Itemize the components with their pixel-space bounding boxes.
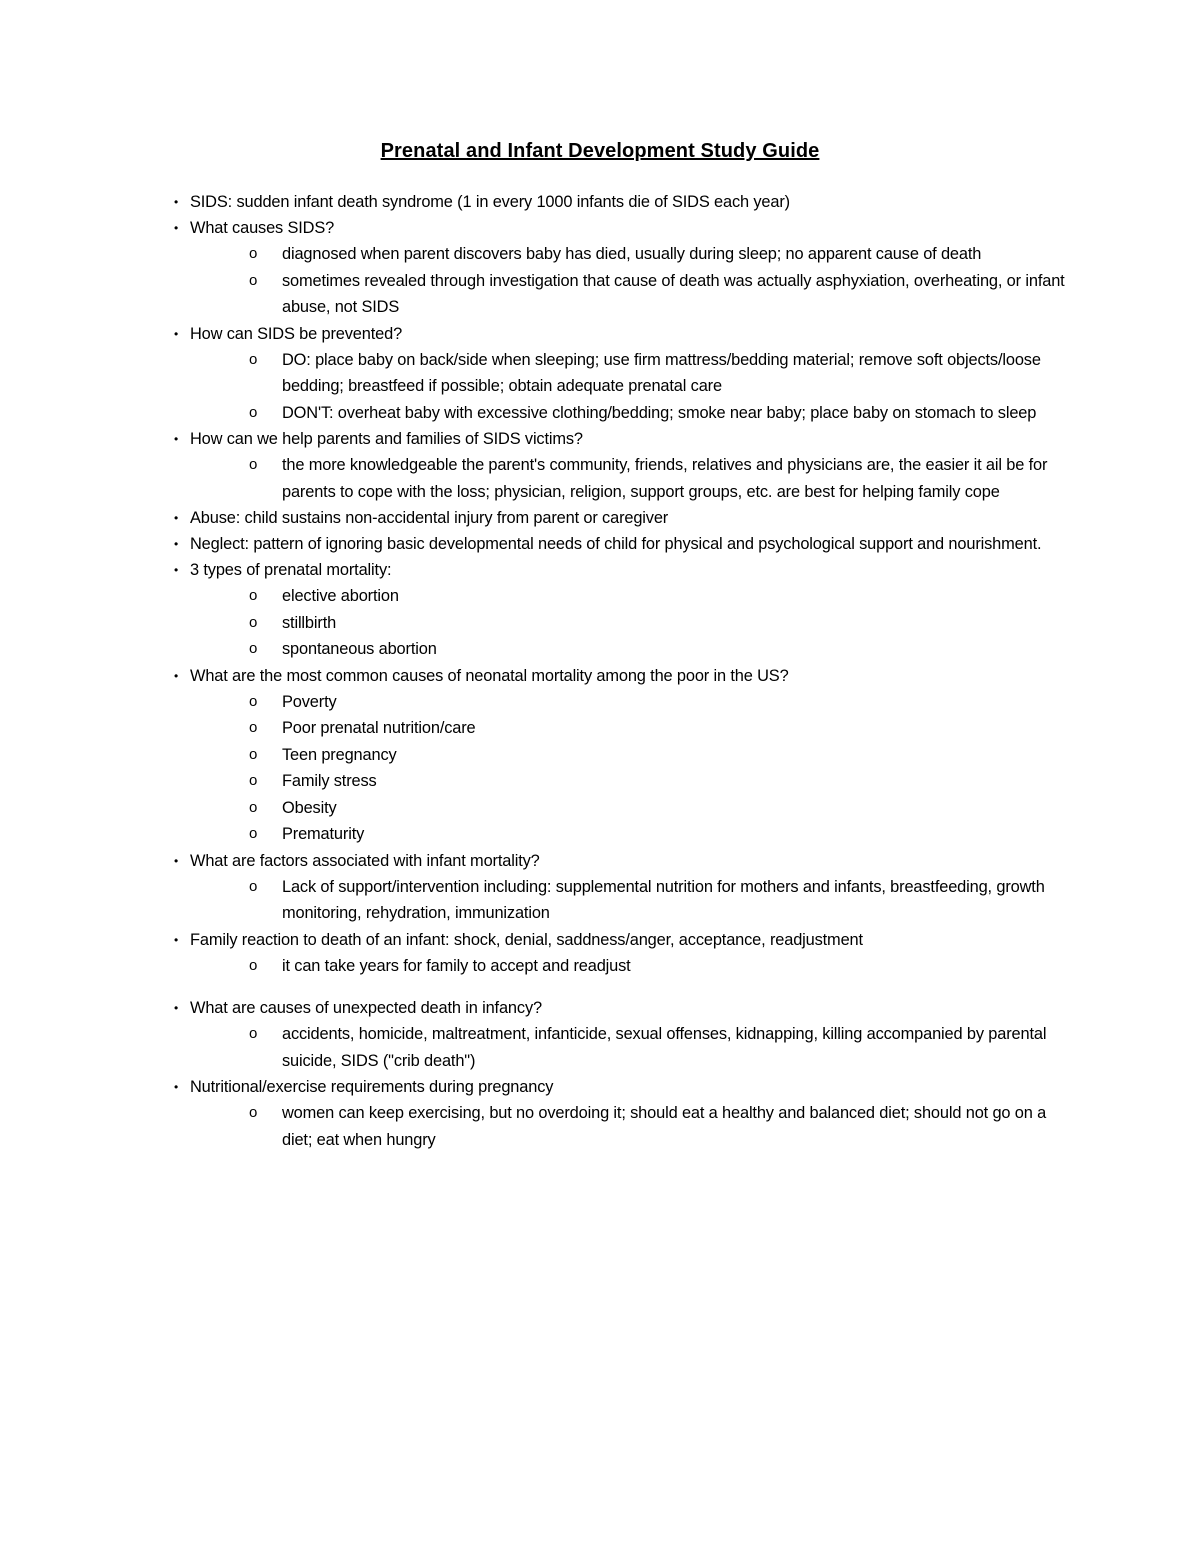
circle-bullet-icon: o	[249, 456, 258, 473]
circle-bullet-icon: o	[249, 587, 258, 604]
circle-bullet-icon: o	[249, 772, 258, 789]
list-item-text: What are factors associated with infant mortality?	[190, 851, 540, 870]
sub-list-item	[172, 347, 1072, 400]
bullet-icon: •	[174, 432, 179, 446]
sub-list-item-text: Prematurity	[282, 825, 365, 843]
list-item-text: Neglect: pattern of ignoring basic developmental needs of child for physical and psychological support and nourishment.	[190, 535, 1042, 553]
sub-list-item	[172, 610, 1072, 637]
bullet-icon: •	[174, 537, 179, 551]
sub-list	[172, 1100, 1072, 1153]
list-item-text: Nutritional/exercise requirements during pregnancy	[190, 1078, 554, 1096]
bullet-icon: •	[174, 195, 179, 209]
sub-list-item-text: sometimes revealed through investigation that cause of death was actually asphyxiation, overheating, or infant abuse, not SIDS	[282, 271, 1065, 316]
circle-bullet-icon: o	[249, 825, 258, 842]
sub-list-item-text: stillbirth	[282, 613, 337, 632]
bullet-icon: •	[174, 511, 179, 525]
circle-bullet-icon: o	[249, 798, 258, 816]
list-item	[172, 426, 1072, 452]
list-item	[172, 531, 1072, 557]
sub-list-item	[172, 452, 1072, 505]
sub-list	[172, 874, 1072, 927]
sub-list	[172, 452, 1072, 505]
list-item-text: Family reaction to death of an infant: shock, denial, saddness/anger, acceptance, readjustment	[190, 930, 863, 949]
sub-list	[172, 1021, 1072, 1074]
sub-list-item-text: Teen pregnancy	[282, 745, 397, 764]
sub-list-item	[172, 768, 1072, 795]
circle-bullet-icon: o	[249, 1025, 258, 1042]
list-item	[172, 927, 1072, 953]
circle-bullet-icon: o	[249, 640, 258, 657]
list-item	[172, 663, 1072, 689]
sub-list-item	[172, 715, 1072, 742]
list-item	[172, 557, 1072, 583]
sub-list-item-text: DON'T: overheat baby with excessive clothing/bedding; smoke near baby; place baby on stomach to sleep	[282, 403, 1037, 422]
list-item	[172, 321, 1072, 347]
circle-bullet-icon: o	[249, 245, 258, 262]
bullet-icon: •	[174, 1080, 179, 1094]
circle-bullet-icon: o	[249, 745, 258, 763]
list-item	[172, 995, 1072, 1021]
list-item	[172, 1074, 1072, 1100]
sub-list-item-text: women can keep exercising, but no overdoing it; should eat a healthy and balanced diet; should not go on a diet; eat when hungry	[282, 1104, 1047, 1149]
sub-list-item	[172, 821, 1072, 848]
list-item-text: What are the most common causes of neonatal mortality among the poor in the US?	[190, 666, 789, 685]
sub-list	[172, 241, 1072, 321]
sub-list-item-text: DO: place baby on back/side when sleeping; use firm mattress/bedding material; remove soft objects/loose bedding; breastfeed if possible; obtain adequate prenatal care	[282, 350, 1041, 395]
list-item	[172, 189, 1072, 215]
sub-list-item	[172, 583, 1072, 610]
bullet-icon: •	[174, 326, 179, 341]
sub-list-item	[172, 953, 1072, 980]
circle-bullet-icon: o	[249, 719, 258, 736]
sub-list-item-text: Lack of support/intervention including: supplemental nutrition for mothers and infants, breastfeeding, growth monitoring, rehydration, immunization	[282, 877, 1045, 922]
circle-bullet-icon: o	[249, 403, 258, 421]
bullet-icon: •	[174, 1001, 179, 1015]
bullet-icon: •	[174, 932, 179, 947]
sub-list	[172, 583, 1072, 663]
sub-list-item	[172, 636, 1072, 663]
page-title: Prenatal and Infant Development Study Guide	[380, 140, 820, 162]
list-item-text: Abuse: child sustains non-accidental injury from parent or caregiver	[190, 509, 669, 527]
list-item-text: What causes SIDS?	[190, 219, 335, 237]
list-item-text: 3 types of prenatal mortality:	[190, 561, 392, 579]
sub-list-item-text: Poverty	[282, 692, 337, 711]
sub-list-item-text: it can take years for family to accept and readjust	[282, 956, 631, 975]
list-item	[172, 848, 1072, 874]
sub-list-item	[172, 400, 1072, 427]
sub-list-item	[172, 874, 1072, 927]
sub-list-item-text: elective abortion	[282, 587, 399, 605]
sub-list-item	[172, 689, 1072, 716]
sub-list-item-text: Poor prenatal nutrition/care	[282, 719, 476, 737]
list-item-text: What are causes of unexpected death in infancy?	[190, 999, 542, 1017]
sub-list-item-text: spontaneous abortion	[282, 640, 437, 658]
list-item	[172, 505, 1072, 531]
list-item-text: SIDS: sudden infant death syndrome (1 in every 1000 infants die of SIDS each year)	[190, 193, 790, 211]
bullet-icon: •	[174, 563, 179, 577]
list-item	[172, 215, 1072, 241]
sub-list-item-text: accidents, homicide, maltreatment, infanticide, sexual offenses, kidnapping, killing accompanied by parental suicide, SIDS ("crib death")	[282, 1025, 1047, 1070]
sub-list-item-text: the more knowledgeable the parent's community, friends, relatives and physicians are, the easier it ail be for parents to cope with the loss; physician, religion, support groups, etc. are best for helping family cope	[282, 456, 1048, 501]
circle-bullet-icon: o	[249, 877, 258, 895]
paragraph-gap	[172, 979, 1072, 995]
sub-list-item-text: Obesity	[282, 798, 337, 817]
sub-list-item	[172, 1100, 1072, 1153]
sub-list-item	[172, 241, 1072, 268]
circle-bullet-icon: o	[249, 613, 258, 631]
sub-list-item	[172, 268, 1072, 321]
list-item-text: How can SIDS be prevented?	[190, 324, 403, 343]
circle-bullet-icon: o	[249, 1104, 258, 1121]
bullet-icon: •	[174, 853, 179, 868]
sub-list-item-text: diagnosed when parent discovers baby has died, usually during sleep; no apparent cause of death	[282, 245, 982, 263]
list-item-text: How can we help parents and families of SIDS victims?	[190, 430, 583, 448]
sub-list-item	[172, 742, 1072, 769]
sub-list	[172, 689, 1072, 848]
circle-bullet-icon: o	[249, 271, 258, 289]
sub-list	[172, 953, 1072, 980]
circle-bullet-icon: o	[249, 956, 258, 974]
sub-list-item-text: Family stress	[282, 772, 377, 790]
circle-bullet-icon: o	[249, 692, 258, 710]
sub-list-item	[172, 1021, 1072, 1074]
bullet-icon: •	[174, 221, 179, 235]
sub-list-item	[172, 795, 1072, 822]
sub-list	[172, 347, 1072, 427]
study-guide-list	[172, 189, 1072, 1153]
bullet-icon: •	[174, 668, 179, 683]
circle-bullet-icon: o	[249, 350, 258, 368]
